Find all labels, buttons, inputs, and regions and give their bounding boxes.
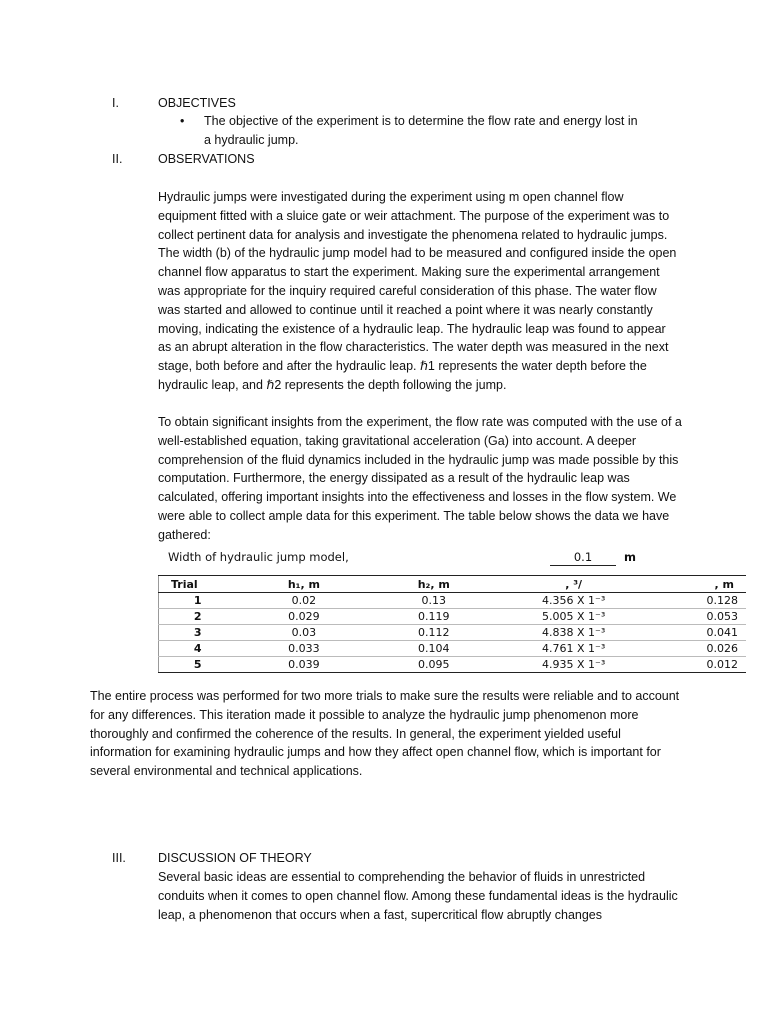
section-number: III. xyxy=(112,851,126,865)
column-header: , m xyxy=(651,576,746,593)
section-title: OBJECTIVES xyxy=(158,96,236,110)
table-cell: 0.13 xyxy=(371,593,496,609)
data-table-block xyxy=(158,546,748,673)
table-cell: 5.005 X 1⁻³ xyxy=(496,609,651,625)
table-cell: 0.053 xyxy=(651,609,746,625)
table-cell: 5 xyxy=(159,657,237,673)
table-row xyxy=(159,609,747,625)
table-row xyxy=(159,593,747,609)
table-header-row xyxy=(159,576,747,593)
data-table xyxy=(158,575,746,673)
width-value: 0.1 xyxy=(550,550,616,566)
section-number: II. xyxy=(112,152,123,166)
section-number: I. xyxy=(112,96,119,110)
bullet-icon: • xyxy=(180,114,185,128)
objective-text: The objective of the experiment is to determine the flow rate and energy lost in a hydraulic jump. xyxy=(204,114,638,147)
table-row xyxy=(159,641,747,657)
column-header: , ³/ xyxy=(496,576,651,593)
width-label: Width of hydraulic jump model, xyxy=(168,550,349,564)
table-cell: 0.026 xyxy=(651,641,746,657)
table-cell: 0.041 xyxy=(651,625,746,641)
table-cell: 0.033 xyxy=(236,641,371,657)
table-cell: 0.02 xyxy=(236,593,371,609)
table-cell: 0.039 xyxy=(236,657,371,673)
table-row xyxy=(159,625,747,641)
observations-paragraph-3: The entire process was performed for two more trials to make sure the results were reliable and to account for any differences. This iteration made it possible to analyze the hydraulic jump phenomenon more thoroughly and confirmed the coherence of the results. In general, the experiment yielded useful information for examining hydraulic jumps and how they affect open channel flow, which is important for several environmental and technical applications. xyxy=(90,689,680,779)
table-cell: 4.356 X 1⁻³ xyxy=(496,593,651,609)
model-width-line xyxy=(158,546,748,570)
table-row xyxy=(159,657,747,673)
table-cell: 3 xyxy=(159,625,237,641)
observations-paragraph-2: To obtain significant insights from the experiment, the flow rate was computed with the use of a well-established equation, taking gravitational acceleration (Ga) into account. A deeper comprehension of the fluid dynamics included in the hydraulic jump was made possible by this computation. Furthermore, the energy dissipated as a result of the hydraulic leap was calculated, offering important insights into the effectiveness and losses in the flow system. We were able to collect ample data for this experiment. The table below shows the data we have gathered: xyxy=(158,415,682,542)
table-cell: 2 xyxy=(159,609,237,625)
table-cell: 4.935 X 1⁻³ xyxy=(496,657,651,673)
table-cell: 0.029 xyxy=(236,609,371,625)
table-cell: 0.128 xyxy=(651,593,746,609)
table-cell: 0.03 xyxy=(236,625,371,641)
table-cell: 0.104 xyxy=(371,641,496,657)
theory-paragraph-1: Several basic ideas are essential to comprehending the behavior of fluids in unrestricted conduits when it comes to open channel flow. Among these fundamental ideas is the hydraulic leap, a phenomenon that occurs when a fast, supercritical flow abruptly changes xyxy=(158,870,678,922)
table-cell: 0.119 xyxy=(371,609,496,625)
column-header: h₁, m xyxy=(236,576,371,593)
section-title: OBSERVATIONS xyxy=(158,152,255,166)
table-cell: 0.095 xyxy=(371,657,496,673)
column-header: h₂, m xyxy=(371,576,496,593)
table-cell: 4 xyxy=(159,641,237,657)
width-unit: m xyxy=(624,550,636,564)
table-cell: 0.012 xyxy=(651,657,746,673)
column-header: Trial xyxy=(159,576,237,593)
observations-paragraph-1: Hydraulic jumps were investigated during the experiment using m open channel flow equipment fitted with a sluice gate or weir attachment. The purpose of the experiment was to collect pertinent data for analysis and investigate the phenomena related to hydraulic jumps. The width (b) of the hydraulic jump model had to be measured and configured inside the open channel flow apparatus to start the experiment. Making sure the experimental arrangement was appropriate for the inquiry required careful consideration of this phase. The water flow was started and allowed to continue until it reached a point where it was nearly constantly moving, indicating the existence of a hydraulic leap. The hydraulic leap was found to appear as an abrupt alteration in the flow characteristics. The water depth was measured in the next stage, both before and after the hydraulic leap. ℏ1 represents the water depth before the hydraulic leap, and ℏ2 represents the depth following the jump. xyxy=(158,190,677,392)
table-cell: 0.112 xyxy=(371,625,496,641)
table-cell: 4.761 X 1⁻³ xyxy=(496,641,651,657)
table-cell: 4.838 X 1⁻³ xyxy=(496,625,651,641)
table-cell: 1 xyxy=(159,593,237,609)
section-title: DISCUSSION OF THEORY xyxy=(158,851,312,865)
